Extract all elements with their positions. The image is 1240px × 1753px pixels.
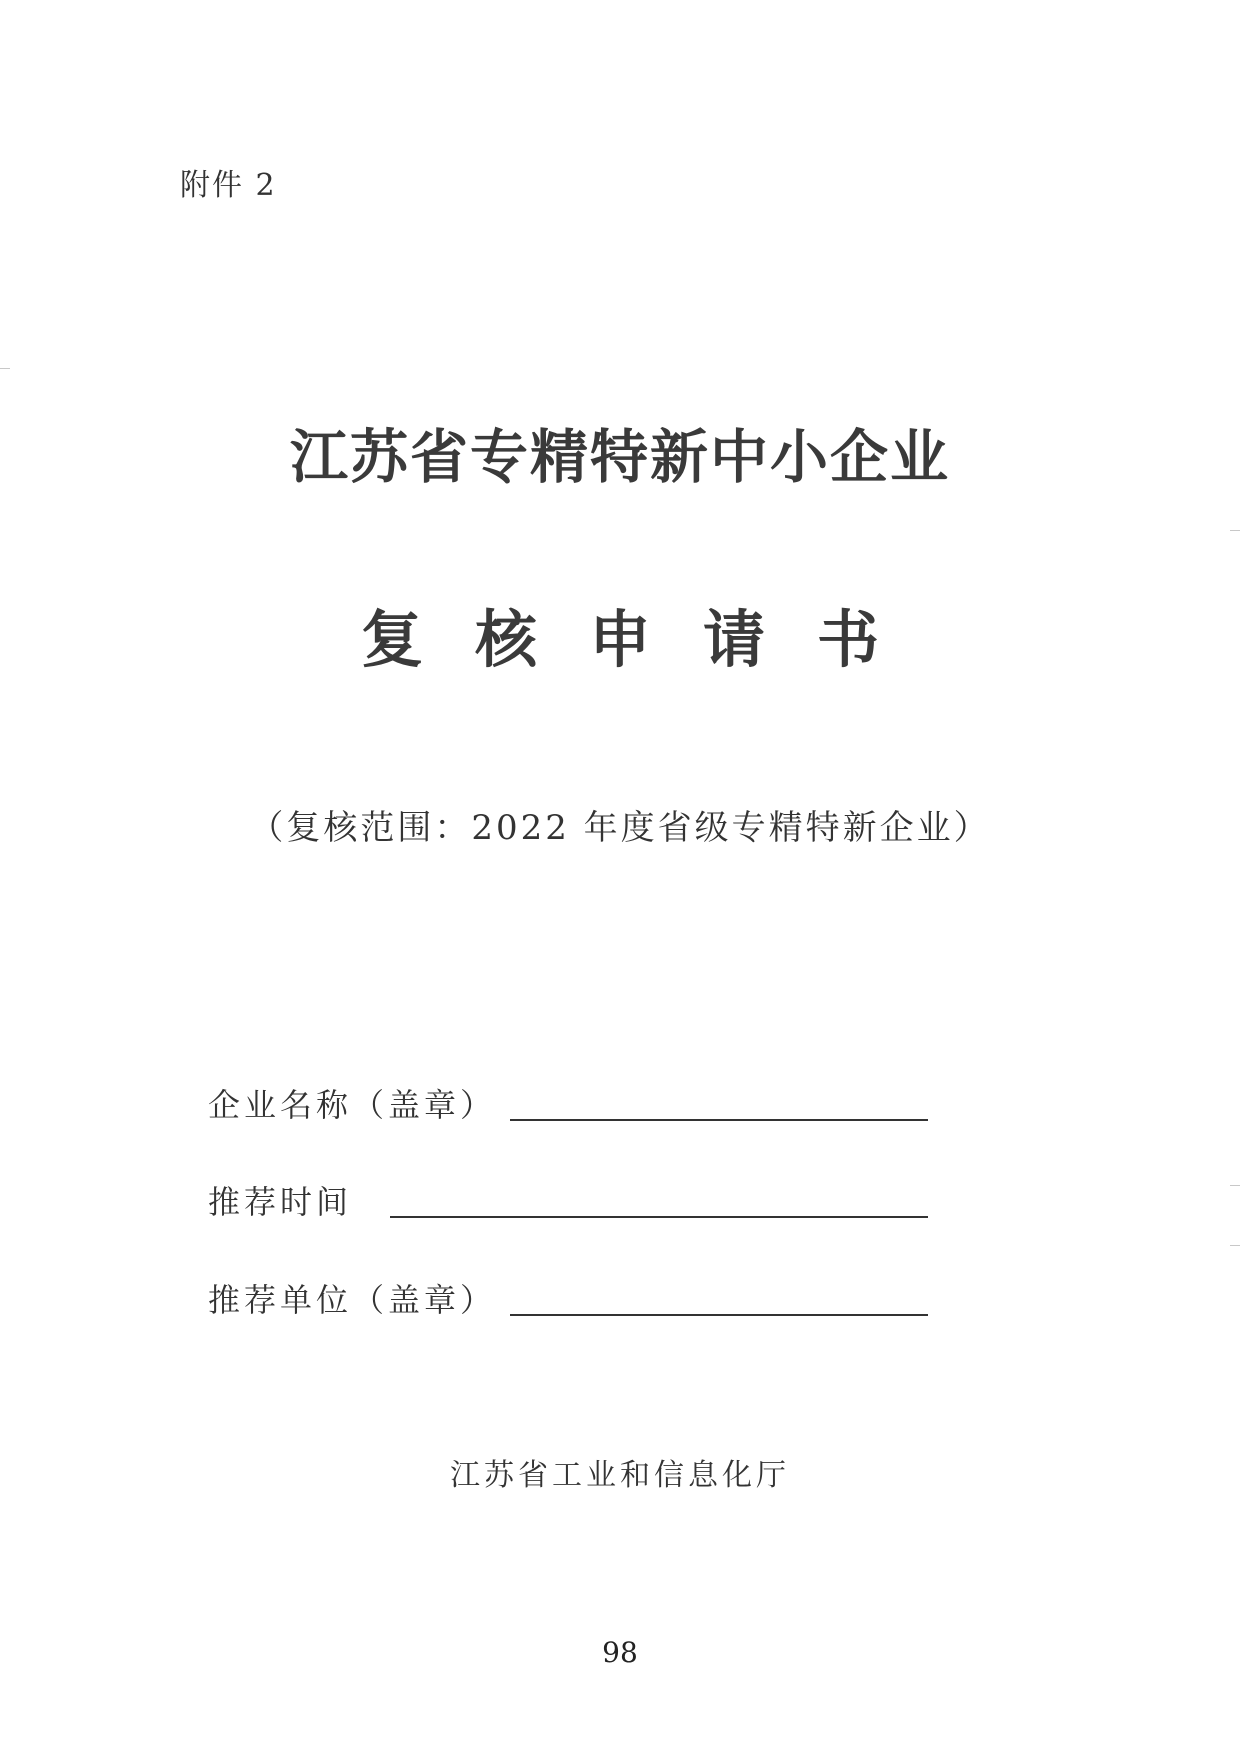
scan-edge-mark	[0, 368, 10, 369]
field-label-recommend-unit: 推荐单位（盖章）	[208, 1281, 497, 1319]
page-number: 98	[602, 1636, 638, 1669]
review-scope: （复核范围：2022 年度省级专精特新企业）	[249, 808, 991, 848]
title-line-2: 复核申请书	[360, 603, 931, 676]
attachment-label: 附件 2	[180, 168, 277, 203]
field-blank-recommend-time[interactable]	[390, 1176, 928, 1218]
title-line-1: 江苏省专精特新中小企业	[289, 423, 950, 491]
field-label-recommend-time: 推荐时间	[208, 1183, 353, 1221]
field-recommend-unit	[208, 1270, 928, 1320]
scan-edge-mark	[1230, 1185, 1240, 1186]
field-recommend-time	[208, 1172, 928, 1222]
field-blank-recommend-unit[interactable]	[510, 1274, 928, 1316]
field-company-name	[208, 1075, 928, 1125]
issuing-authority: 江苏省工业和信息化厅	[450, 1458, 790, 1493]
scan-edge-mark	[1230, 1245, 1240, 1246]
field-label-company-name: 企业名称（盖章）	[208, 1086, 497, 1124]
field-blank-company-name[interactable]	[510, 1079, 928, 1121]
scan-edge-mark	[1230, 530, 1240, 531]
